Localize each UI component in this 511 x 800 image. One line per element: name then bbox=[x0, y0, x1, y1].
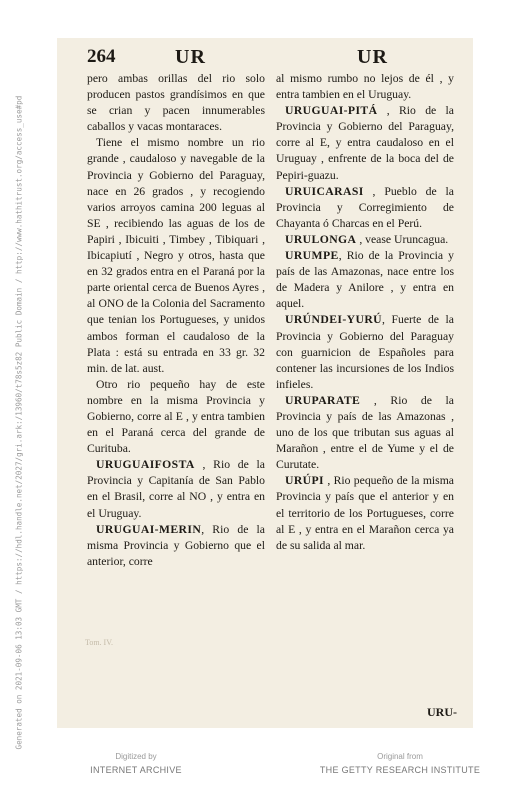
signature-mark: Tom. IV. bbox=[85, 638, 113, 647]
right-column bbox=[276, 71, 454, 554]
page-number: 264 bbox=[87, 46, 116, 67]
left-column bbox=[87, 71, 265, 570]
paragraph: Otro rio pequeño hay de este nombre en la misma Provincia y Gobierno, corre al E , y entra tambien en el Paraná cerca del grande de Curituba. bbox=[87, 377, 265, 456]
entry-headword: URUGUAI-PITÁ bbox=[285, 104, 378, 118]
entry-headword: URULONGA bbox=[285, 232, 357, 246]
entry: URÚNDEI-YURÚ, Fuerte de la Provincia y Gobierno del Paraguay con guarnicion de Españoles para contener las incursiones de los Indios infieles. bbox=[276, 313, 454, 391]
entry-headword: URUICARASI bbox=[285, 184, 364, 198]
right-headword: UR bbox=[357, 46, 388, 68]
entry-headword: URUMPE bbox=[285, 249, 339, 263]
entry: URUMPE, Rio de la Provincia y país de las Amazonas, nace entre los de Madera y Anilore , y entra en aquel. bbox=[276, 249, 454, 311]
catchword: URU- bbox=[427, 705, 457, 719]
digitized-by-label: Digitized by bbox=[115, 752, 157, 761]
hathitrust-watermark bbox=[4, 95, 28, 760]
original-from-label: Original from bbox=[377, 752, 423, 761]
entry: URÚPI , Rio pequeño de la misma Provincia y país que el anterior y en el territorio de los Portugueses, corre al E , y entra en el Marañon cerca ya de su salida al mar. bbox=[276, 474, 454, 552]
entry: URUPARATE , Rio de la Provincia y país de las Amazonas , uno de los que tributan sus aguas al Marañon , entre el de Yume y el de Curutate. bbox=[276, 393, 454, 472]
entry: URULONGA , vease Uruncagua. bbox=[285, 232, 449, 246]
paragraph: al mismo rumbo no lejos de él , y entra tambien en el Uruguay. bbox=[276, 72, 454, 102]
getty-institute-label: THE GETTY RESEARCH INSTITUTE bbox=[319, 765, 481, 775]
left-headword: UR bbox=[175, 46, 206, 68]
entry: URUICARASI , Pueblo de la Provincia y Corregimiento de Chayanta ó Charcas en el Perú. bbox=[276, 184, 454, 230]
watermark-text: Generated on 2021-09-06 13:03 GMT / https://hdl.handle.net/2027/gri.ark:/13960/t78s5z82 Public Domain / http://www.hathitrust.org/access_use#pd bbox=[14, 95, 24, 750]
paragraph: Tiene el mismo nombre un rio grande , caudaloso y navegable de la Provincia y Gobierno del Paraguay, nace en 26 grados , y recogiendo varios arroyos camina 200 leguas al SE , recibiendo las aguas de los de Papiri , Ibicuiti , Timbey , Tibiquari , Ibicapiutí , Negro y otros, hasta que en 32 grados entra en el Paraná por la parte oriental cerca de Buenos Ayres , al ONO de la Colonia del Sacramento que tenian los Portugueses, y unidos ambos forman el caudaloso de la Plata : está su entrada en 33 gr. 32 min. de lat. aust. bbox=[87, 136, 265, 375]
entry-headword: URUGUAI-MERIN bbox=[96, 522, 202, 536]
entry-headword: URÚPI bbox=[285, 474, 325, 488]
entry: URUGUAIFOSTA , Rio de la Provincia y Capitanía de San Pablo en el Brasil, corre al NO , y entra en el Uruguay. bbox=[87, 458, 265, 520]
internet-archive-label: INTERNET ARCHIVE bbox=[90, 765, 182, 775]
running-header bbox=[57, 46, 473, 72]
entry-headword: URÚNDEI-YURÚ bbox=[285, 313, 382, 327]
entry-headword: URUPARATE bbox=[285, 393, 361, 407]
entry: URUGUAI-PITÁ , Rio de la Provincia y Gobierno del Paraguay, corre al E, y entra caudaloso en el Uruguay , enfrente de la boca del de Pepiri-guazu. bbox=[276, 104, 454, 182]
entry-headword: URUGUAIFOSTA bbox=[96, 458, 195, 472]
paragraph: pero ambas orillas del rio solo producen pastos grandísimos en que se crian y pacen innumerables caballos y vacas montaraces. bbox=[87, 72, 265, 134]
book-page bbox=[57, 38, 473, 728]
entry: URUGUAI-MERIN, Rio de la misma Provincia y Gobierno que el anterior, corre bbox=[87, 522, 265, 568]
